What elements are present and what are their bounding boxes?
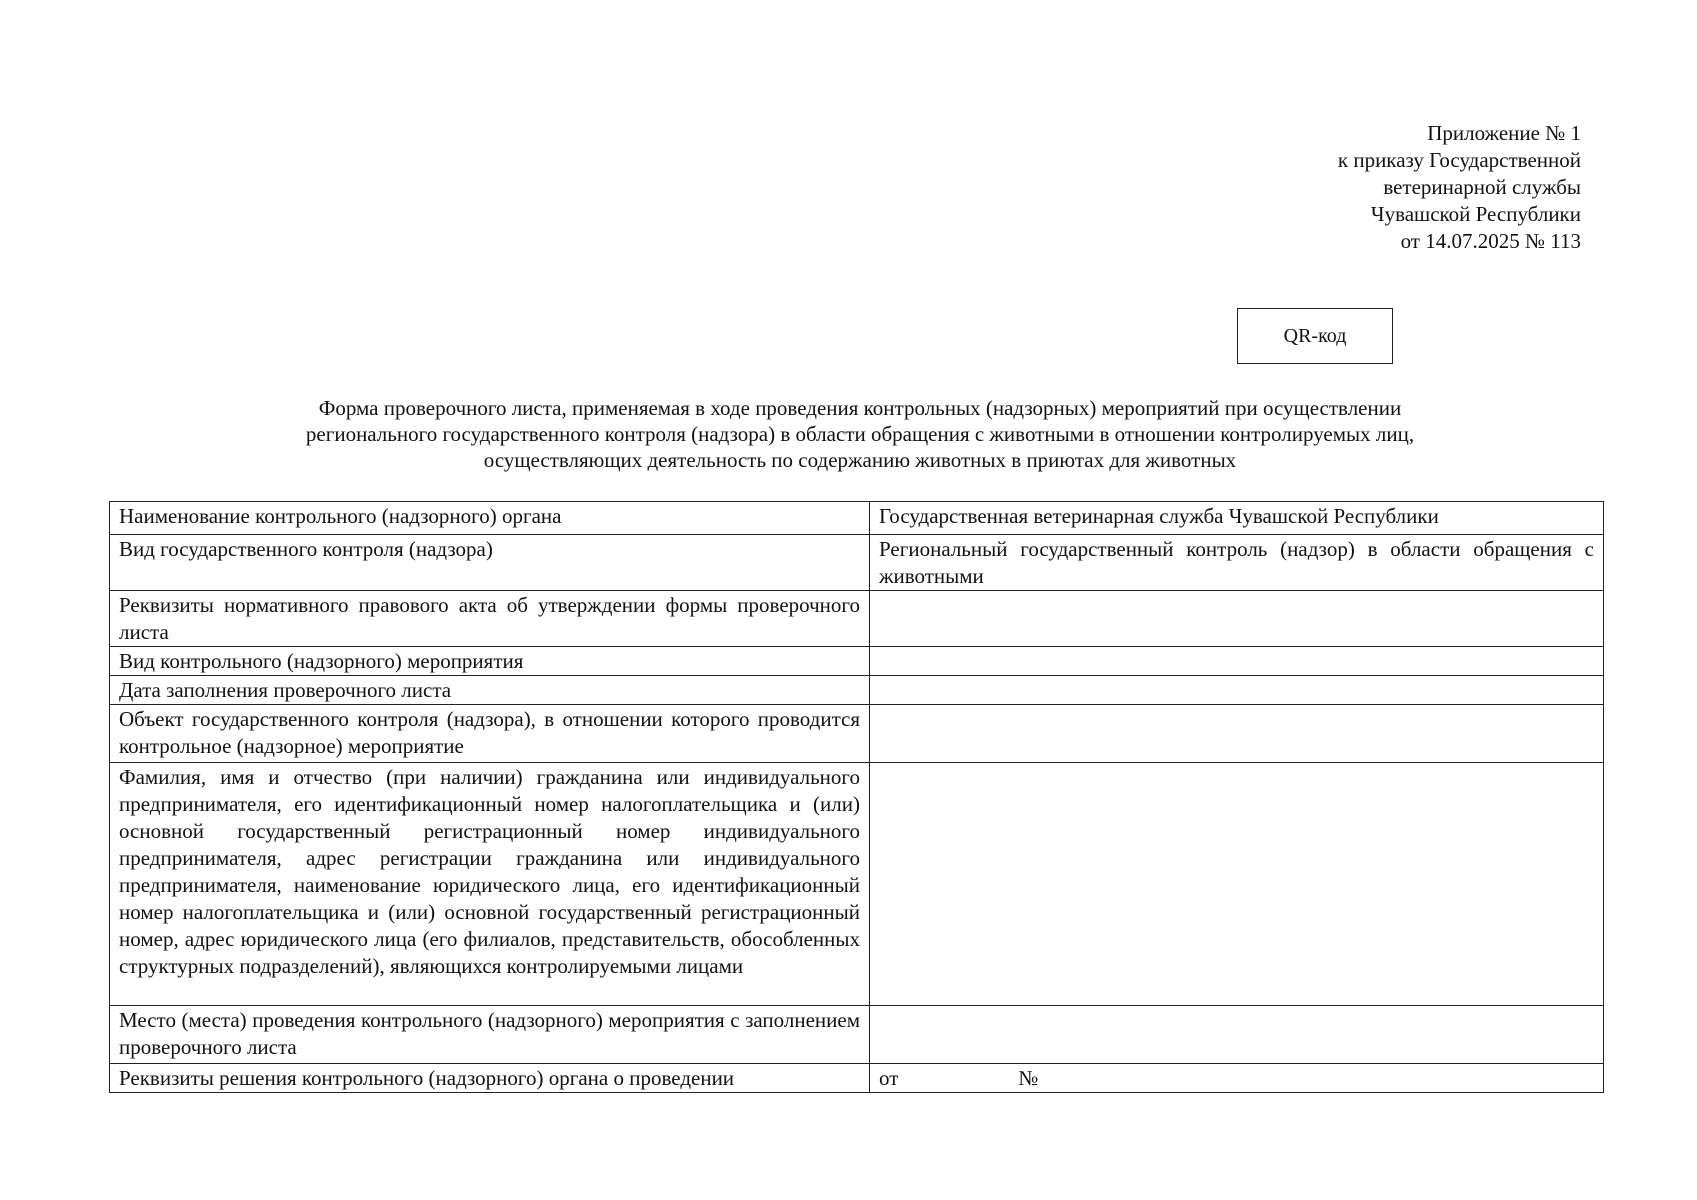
table-row	[110, 591, 1604, 647]
form-title-line: Форма проверочного листа, применяемая в ходе проведения контрольных (надзорных) мероприятий при осуществлении	[318, 396, 1402, 420]
row-value[interactable]	[870, 705, 1604, 763]
qr-code-placeholder	[1237, 308, 1393, 364]
row-value[interactable]	[870, 1006, 1604, 1064]
appendix-line: от 14.07.2025 № 113	[1400, 229, 1581, 253]
table-row	[110, 705, 1604, 763]
appendix-line: к приказу Государственной	[1337, 148, 1581, 172]
row-label: Реквизиты решения контрольного (надзорного) органа о проведении	[110, 1064, 870, 1093]
decision-number-label: №	[1018, 1066, 1039, 1090]
row-value[interactable]	[870, 676, 1604, 705]
table-row	[110, 535, 1604, 591]
row-label: Фамилия, имя и отчество (при наличии) гражданина или индивидуального предпринимателя, его идентификационный номер налогоплательщика и (или) основной государственный регистрационный номер индивидуального предпринимателя, адрес регистрации гражданина или индивидуального предпринимателя, наименование юридического лица, его идентификационный номер налогоплательщика и (или) основной государственный регистрационный номер, адрес юридического лица (его филиалов, представительств, обособленных структурных подразделений), являющихся контролируемыми лицами	[110, 763, 870, 1006]
form-title-line: осуществляющих деятельность по содержанию животных в приютах для животных	[483, 448, 1237, 472]
row-value: Региональный государственный контроль (надзор) в области обращения с животными	[870, 535, 1604, 591]
appendix-line: Чувашской Республики	[1370, 202, 1581, 226]
table-row	[110, 502, 1604, 535]
table-row	[110, 1006, 1604, 1064]
form-title-line: регионального государственного контроля (надзора) в области обращения с животными в отношении контролируемых лиц,	[305, 422, 1415, 446]
row-value[interactable]	[870, 1064, 1604, 1093]
row-label: Объект государственного контроля (надзора), в отношении которого проводится контрольное (надзорное) мероприятие	[110, 705, 870, 763]
table-row	[110, 763, 1604, 1006]
appendix-line: Приложение № 1	[1427, 121, 1581, 145]
table-row	[110, 1064, 1604, 1093]
appendix-line: ветеринарной службы	[1383, 175, 1581, 199]
row-value: Государственная ветеринарная служба Чувашской Республики	[870, 502, 1604, 535]
row-label: Вид контрольного (надзорного) мероприятия	[110, 647, 870, 676]
row-label: Реквизиты нормативного правового акта об утверждении формы проверочного листа	[110, 591, 870, 647]
qr-code-label: QR-код	[1283, 324, 1347, 347]
row-value[interactable]	[870, 763, 1604, 1006]
row-label: Вид государственного контроля (надзора)	[110, 535, 870, 591]
row-value[interactable]	[870, 647, 1604, 676]
table-row	[110, 676, 1604, 705]
row-value[interactable]	[870, 591, 1604, 647]
row-label: Дата заполнения проверочного листа	[110, 676, 870, 705]
decision-date-label: от	[879, 1066, 899, 1090]
form-title	[200, 395, 1520, 473]
checklist-details-table	[109, 501, 1604, 1093]
row-label: Наименование контрольного (надзорного) органа	[110, 502, 870, 535]
appendix-header	[1338, 120, 1581, 255]
table-row	[110, 647, 1604, 676]
row-label: Место (места) проведения контрольного (надзорного) мероприятия с заполнением проверочного листа	[110, 1006, 870, 1064]
